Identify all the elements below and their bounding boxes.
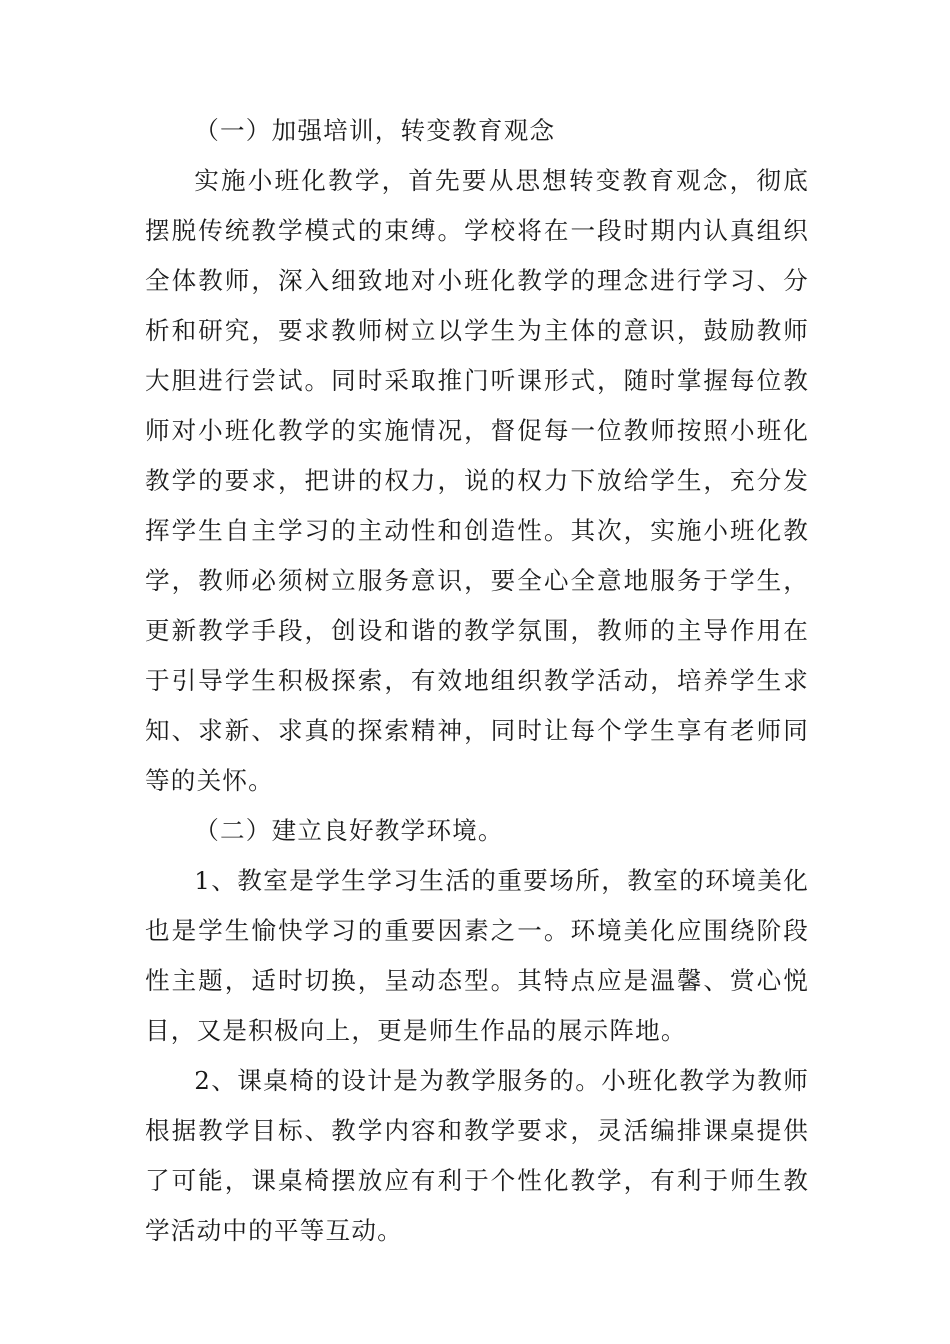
document-body (145, 106, 809, 1256)
section-heading-1: （一）加强培训，转变教育观念 (194, 116, 556, 145)
paragraph-2: 1、教室是学生学习生活的重要场所，教室的环境美化也是学生愉快学习的重要因素之一。环境美化应围绕阶段性主题，适时切换，呈动态型。其特点应是温馨、赏心悦目，又是积极向上，更是师生作品的展示阵地。 (145, 866, 809, 1045)
section-heading-2: （二）建立良好教学环境。 (194, 816, 504, 845)
paragraph-1: 实施小班化教学，首先要从思想转变教育观念，彻底摆脱传统教学模式的束缚。学校将在一段时期内认真组织全体教师，深入细致地对小班化教学的理念进行学习、分析和研究，要求教师树立以学生为主体的意识，鼓励教师大胆进行尝试。同时采取推门听课形式，随时掌握每位教师对小班化教学的实施情况，督促每一位教师按照小班化教学的要求，把讲的权力，说的权力下放给学生，充分发挥学生自主学习的主动性和创造性。其次，实施小班化教学，教师必须树立服务意识，要全心全意地服务于学生，更新教学手段，创设和谐的教学氛围，教师的主导作用在于引导学生积极探索，有效地组织教学活动，培养学生求知、求新、求真的探索精神，同时让每个学生享有老师同等的关怀。 (145, 166, 809, 795)
paragraph-3: 2、课桌椅的设计是为教学服务的。小班化教学为教师根据教学目标、教学内容和教学要求，灵活编排课桌提供了可能，课桌椅摆放应有利于个性化教学，有利于师生教学活动中的平等互动。 (145, 1066, 809, 1245)
